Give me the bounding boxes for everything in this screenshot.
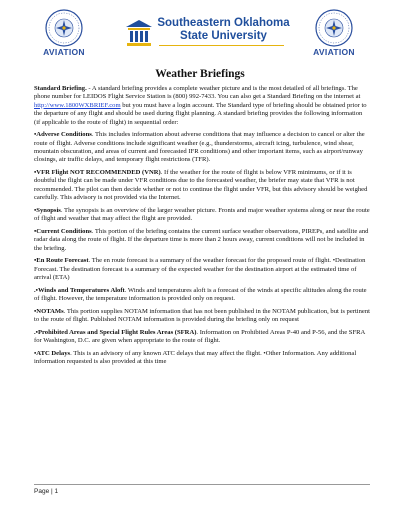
wxbrief-link[interactable]: http://www.1800WXBRIEF.com — [34, 101, 121, 109]
document-body — [34, 85, 370, 371]
section-winds-aloft — [34, 287, 370, 304]
section-text: . The en route forecast is a summary of the weather forecast for the proposed route of flight. •Destination Forecast. The destination forecast is a summary of the expected weather for the destination airport at the estimated time of arrival (ETA) — [34, 257, 366, 282]
section-synopsis — [34, 207, 370, 224]
university-name-line2: State University — [180, 30, 267, 42]
section-prohibited-areas — [34, 329, 370, 346]
intro-lead: Standard Briefing. — [34, 85, 87, 92]
section-text: . This portion supplies NOTAM information that has not been published in the NOTAM publication, but is pertinent to the route of flight. Published NOTAM information is provided during the briefing only on request — [34, 307, 370, 324]
section-lead: •Adverse Conditions — [34, 131, 92, 139]
section-lead: •NOTAMs — [34, 307, 64, 315]
page-number: Page | 1 — [34, 488, 59, 495]
section-atc-delays — [34, 350, 370, 367]
section-en-route-forecast — [34, 257, 370, 282]
section-vfr-not-recommended — [34, 169, 370, 203]
aviation-seal-icon — [42, 8, 86, 48]
university-logo — [125, 14, 290, 54]
section-text: . Information on Prohibited Areas P-40 and P-56, and the SFRA for Washington, D.C. are given when appropriate to the route of flight. — [34, 328, 365, 345]
page-title: Weather Briefings — [155, 68, 245, 80]
section-lead: .•Prohibited Areas and Special Flight Rules Areas (SFRA) — [34, 328, 197, 336]
section-lead: .•Winds and Temperatures Aloft — [34, 286, 125, 294]
section-text: . This includes information about adverse conditions that may influence a decision to cancel or alter the route of flight. Adverse conditions include significant weather (e.g., thunderstorms, aircraft icing, turbulence, wind shear, mountain obscuration, and areas of current and forecasted IFR conditions) and other important items, such as airport/runway closings, air traffic delays, and temporary flight restrictions (TFR). — [34, 131, 365, 164]
aviation-seal-icon — [312, 8, 356, 48]
right-badge-label: AVIATION — [313, 47, 355, 57]
section-text: . This is an advisory of any known ATC delays that may affect the flight. •Other Information. Any additional information requested is also provided at this time — [34, 349, 357, 366]
section-text: . This portion of the briefing contains the current surface weather observations, PIREPs, and satellite and radar data along the route of flight. If the departure time is more than 2 hours away, current conditions will not be included in the briefing. — [34, 227, 369, 252]
aviation-logo-left — [36, 8, 92, 57]
section-text: . The synopsis is an overview of the larger weather picture. Fronts and major weather systems along or near the route of flight and weather that may affect the flight are provided. — [34, 206, 370, 223]
section-text: . If the weather for the route of flight is below VFR minimums, or if it is doubtful the flight can be made under VFR conditions due to the forecasted weather, the briefer may state that VFR is not recommended. The pilot can then decide whether or not to continue the flight under VFR, but this advisory should be weighed carefully. This advisory is not provided via the Internet. — [34, 169, 368, 202]
section-lead: •Synopsis — [34, 206, 61, 214]
section-lead: •VFR Flight NOT RECOMMENDED (VNR) — [34, 169, 161, 177]
footer-rule — [34, 484, 370, 485]
section-lead: •En Route Forecast — [34, 257, 89, 265]
section-text: . Winds and temperatures aloft is a forecast of the winds at specific altitudes along the route of flight. However, the temperature information is provided only on request. — [34, 286, 367, 303]
section-notams — [34, 308, 370, 325]
university-name — [156, 17, 291, 43]
aviation-logo-right — [306, 8, 362, 57]
section-adverse-conditions — [34, 131, 370, 165]
intro-text-1: - A standard briefing provides a complete weather picture and is the most detailed of all briefings. The phone number for LEIDOS Flight Service Station is (800) 992-7433. You can also get a Standard Briefing on the internet at — [34, 85, 361, 101]
intro-paragraph — [34, 85, 370, 127]
university-building-icon — [125, 18, 153, 48]
section-current-conditions — [34, 228, 370, 253]
university-name-line1: Southeastern Oklahoma — [157, 17, 290, 29]
section-lead: •Current Conditions — [34, 227, 92, 235]
section-lead: •ATC Delays — [34, 349, 71, 357]
intro-text-2: but you must have a login account. The Standard type of briefing should be obtained prior to the departure of any flight and should be used during flight planning. A standard briefing provides the following information (if applicable to the route of flight) in sequential order: — [34, 101, 367, 126]
logo-gold-rule — [159, 45, 284, 46]
left-badge-label: AVIATION — [43, 47, 85, 57]
